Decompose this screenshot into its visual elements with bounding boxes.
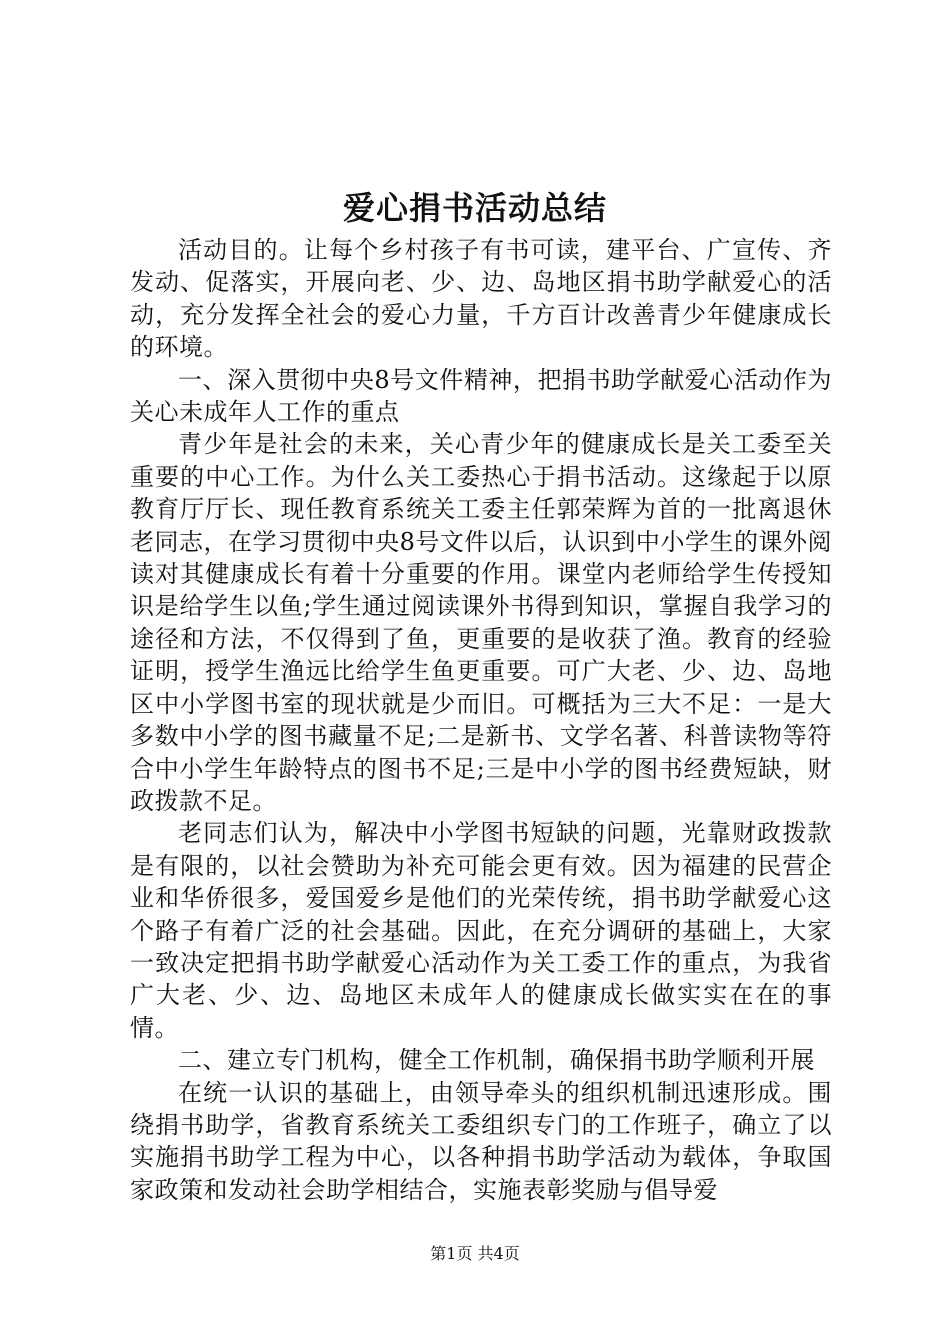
document-body bbox=[130, 234, 832, 1206]
paragraph-purpose: 活动目的。让每个乡村孩子有书可读，建平台、广宣传、齐发动、促落实，开展向老、少、边、岛地区捐书助学献爱心的活动，充分发挥全社会的爱心力量，千方百计改善青少年健康成长的环境。 bbox=[130, 236, 832, 362]
paragraph-organization: 在统一认识的基础上，由领导牵头的组织机制迅速形成。围绕捐书助学，省教育系统关工委组织专门的工作班子，确立了以实施捐书助学工程为中心，以各种捐书助学活动为载体，争取国家政策和发动社会助学相结合，实施表彰奖励与倡导爱 bbox=[130, 1078, 832, 1204]
document-title: 爱心捐书活动总结 bbox=[342, 189, 607, 227]
paragraph-background: 青少年是社会的未来，关心青少年的健康成长是关工委至关重要的中心工作。为什么关工委热心于捐书活动。这缘起于以原教育厅厅长、现任教育系统关工委主任郭荣辉为首的一批离退休老同志，在学习贯彻中央8号文件以后，认识到中小学生的课外阅读对其健康成长有着十分重要的作用。课堂内老师给学生传授知识是给学生以鱼;学生通过阅读课外书得到知识，掌握自我学习的途径和方法，不仅得到了鱼，更重要的是收获了渔。教育的经验证明，授学生渔远比给学生鱼更重要。可广大老、少、边、岛地区中小学图书室的现状就是少而旧。可概括为三大不足：一是大多数中小学的图书藏量不足;二是新书、文学名著、科普读物等符合中小学生年龄特点的图书不足;三是中小学的图书经费短缺，财政拨款不足。 bbox=[130, 430, 832, 815]
section-heading-two: 二、建立专门机构，健全工作机制，确保捐书助学顺利开展 bbox=[178, 1046, 815, 1075]
paragraph-reasoning: 老同志们认为，解决中小学图书短缺的问题，光靠财政拨款是有限的，以社会赞助为补充可能会更有效。因为福建的民营企业和华侨很多，爱国爱乡是他们的光荣传统，捐书助学献爱心这个路子有着广泛的社会基础。因此，在充分调研的基础上，大家一致决定把捐书助学献爱心活动作为关工委工作的重点，为我省广大老、少、边、岛地区未成年人的健康成长做实实在在的事情。 bbox=[130, 819, 832, 1042]
section-heading-one: 一、深入贯彻中央8号文件精神，把捐书助学献爱心活动作为关心未成年人工作的重点 bbox=[130, 365, 832, 427]
page-footer: 第1页 共4页 bbox=[430, 1244, 520, 1263]
